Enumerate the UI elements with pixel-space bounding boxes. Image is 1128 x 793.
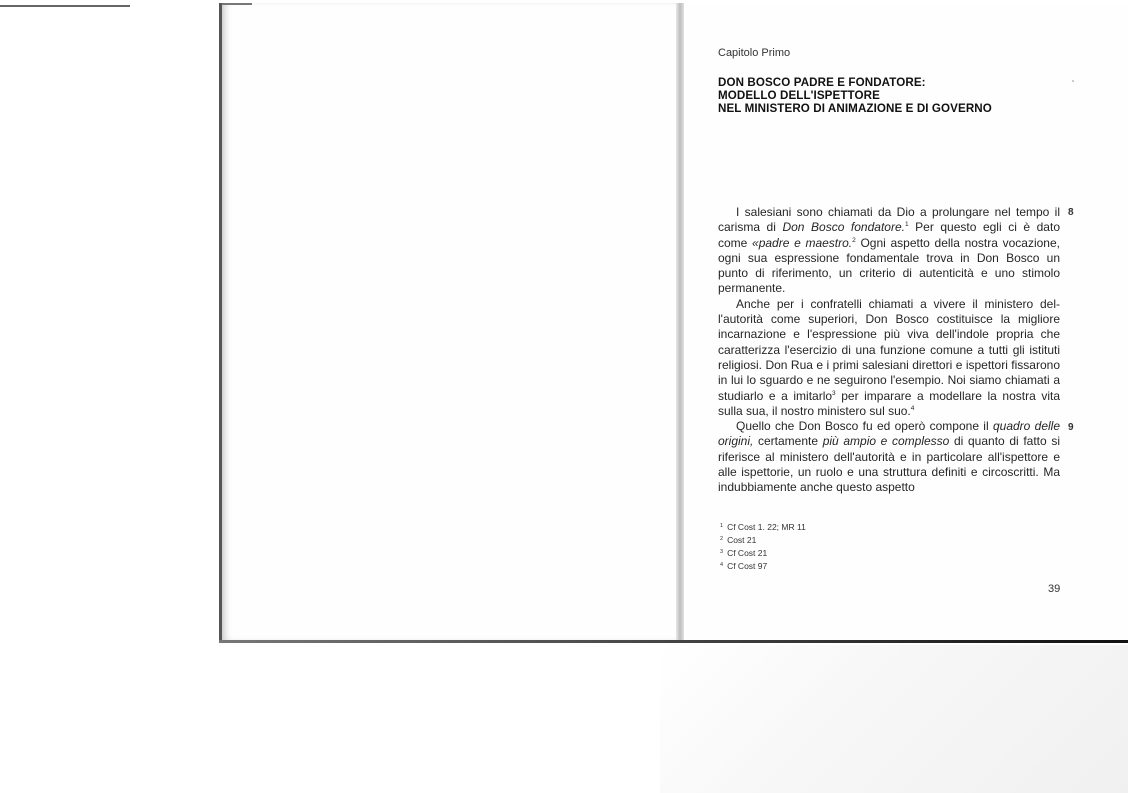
- page-edge: [222, 3, 252, 5]
- footnote-number: 2: [720, 536, 724, 542]
- text-run: certamente: [753, 434, 823, 449]
- book-gutter: [676, 3, 684, 640]
- text-run: per imparare a modellare la nostra vita sulla sua, il nostro ministero sul suo.: [718, 388, 1060, 418]
- paragraph: [718, 205, 1060, 297]
- text-run: Ogni aspetto della nostra vocazione, ogni sua espressione fondamentale trova in Don Bosco un punto di riferimento, un criterio di autenticità e uno stimolo permanente.: [718, 235, 1060, 296]
- book-bottom-edge: [219, 640, 1128, 643]
- text-run: Per questo egli ci è dato come: [718, 220, 1060, 250]
- paragraph: [718, 297, 1060, 419]
- footnote: [720, 533, 806, 546]
- footnote-text: Cf Cost 97: [727, 561, 768, 571]
- scan-speck: [1072, 80, 1074, 82]
- text-run: di quanto di fatto si riferisce al ministero dell'autorità e in particolare all'ispettore e alle ispettorie, un ruolo e una struttura definiti e circoscritti. Ma indubbiamente anche questo aspetto: [718, 434, 1060, 495]
- emphasis-text: più ampio e complesso: [822, 434, 950, 449]
- footnote-ref: 4: [910, 404, 915, 412]
- scan-edge-line: [0, 5, 130, 7]
- emphasis-text: «padre e maestro.: [752, 235, 853, 250]
- footnote-ref: 3: [832, 389, 836, 397]
- footnote: [720, 520, 806, 533]
- scan-shadow: [660, 645, 1128, 793]
- footnote: [720, 559, 806, 572]
- margin-number: 8: [1068, 207, 1074, 218]
- footnote-text: Cf Cost 21: [727, 548, 768, 558]
- title-line: MODELLO DELL'ISPETTORE: [718, 89, 880, 102]
- text-run: Anche per i confratelli chiamati a vivere il ministero dell'autorità come superiori, Don Bosco costituisce la migliore incarnazione e l'espressione più viva dell'indole propria che caratterizza l'esercizio di una funzione comune a tutti gli istituti religiosi. Don Rua e i primi salesiani direttori e ispettori fissarono in lui lo sguardo e ne seguirono l'esempio. Noi siamo chiamati a studiarlo e a imitarlo: [718, 296, 1060, 403]
- footnotes: [720, 520, 806, 572]
- footnote: [720, 546, 806, 559]
- left-page-blank: [219, 3, 679, 640]
- chapter-title: [718, 76, 992, 115]
- chapter-label: Capitolo Primo: [718, 47, 791, 59]
- text-run: Quello che Don Bosco fu ed operò compone il: [736, 419, 993, 434]
- emphasis-text: quadro delle origini,: [718, 419, 1060, 449]
- title-line: DON BOSCO PADRE E FONDATORE:: [718, 76, 926, 89]
- footnote-number: 1: [720, 523, 724, 529]
- emphasis-text: Don Bosco fondatore.: [782, 220, 905, 235]
- page-number: 39: [1048, 583, 1061, 595]
- footnote-ref: 1: [904, 221, 909, 229]
- footnote-number: 3: [720, 549, 724, 555]
- margin-number: 9: [1068, 422, 1074, 433]
- footnote-text: Cost 21: [727, 535, 757, 545]
- text-run: I salesiani sono chiamati da Dio a prolungare nel tempo il carisma di: [718, 205, 1060, 235]
- title-line: NEL MINISTERO DI ANIMAZIONE E DI GOVERNO: [718, 102, 992, 115]
- footnote-ref: 2: [852, 236, 856, 244]
- footnote-text: Cf Cost 1. 22; MR 11: [727, 522, 806, 532]
- body-text: [718, 205, 1060, 496]
- footnote-number: 4: [720, 562, 724, 568]
- paragraph: [718, 419, 1060, 495]
